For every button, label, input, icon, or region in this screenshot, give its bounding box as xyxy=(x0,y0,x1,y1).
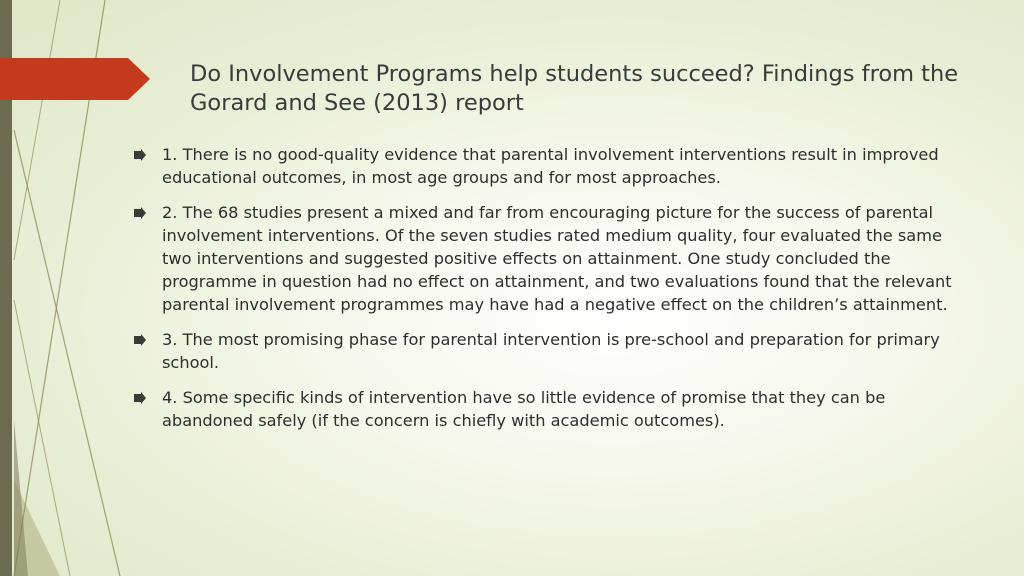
title-accent-tab xyxy=(0,58,150,100)
arrow-right-icon xyxy=(134,392,146,404)
bullet-text-1: 1. There is no good-quality evidence that parental involvement interventions result in improved educational outcomes, in most age groups and for most approaches. xyxy=(162,145,939,187)
slide-title: Do Involvement Programs help students succeed? Findings from the Gorard and See (2013) report xyxy=(190,61,959,116)
bullet-item-3 xyxy=(134,328,974,374)
arrow-right-icon xyxy=(134,334,146,346)
bullet-item-1 xyxy=(134,143,974,189)
bullet-list xyxy=(134,143,974,444)
bullet-text-2: 2. The 68 studies present a mixed and far from encouraging picture for the success of parental involvement interventions. Of the seven studies rated medium quality, four evaluated the same two interventions and suggested positive effects on attainment. One study concluded the programme in question had no effect on attainment, and two evaluations found that the relevant parental involvement programmes may have had a negative effect on the children’s attainment. xyxy=(162,203,952,314)
bullet-text-4: 4. Some specific kinds of intervention have so little evidence of promise that they can be abandoned safely (if the concern is chiefly with academic outcomes). xyxy=(162,388,886,430)
arrow-right-icon xyxy=(134,207,146,219)
bullet-text-3: 3. The most promising phase for parental intervention is pre-school and preparation for primary school. xyxy=(162,330,940,372)
bullet-item-2 xyxy=(134,201,974,316)
arrow-right-icon xyxy=(134,149,146,161)
bullet-item-4 xyxy=(134,386,974,432)
